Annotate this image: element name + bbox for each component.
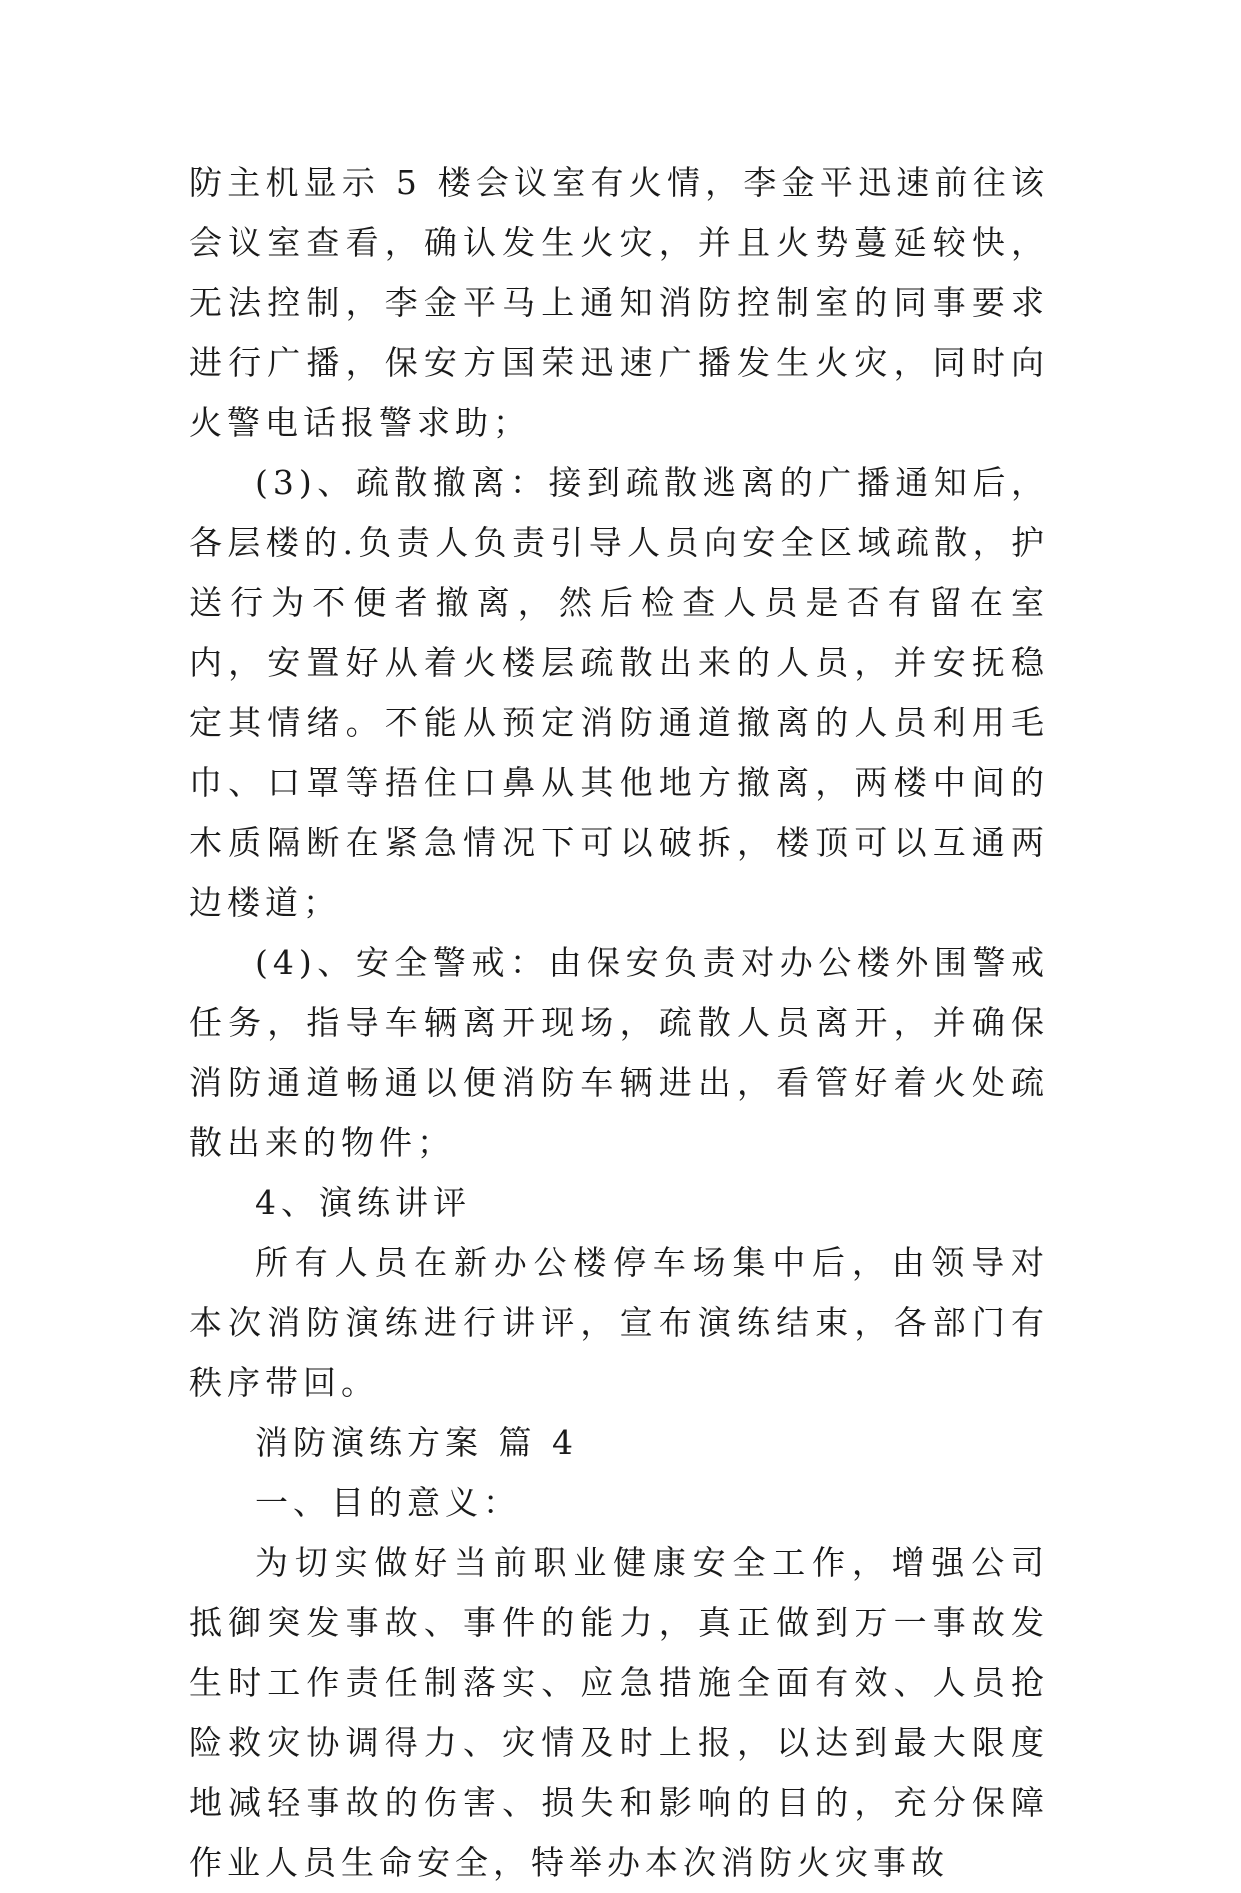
paragraph-evacuation: (3)、疏散撤离：接到疏散逃离的广播通知后，各层楼的.负责人负责引导人员向安全区域疏散，护送行为不便者撤离，然后检查人员是否有留在室内，安置好从着火楼层疏散出来的人员，并安抚稳定其情绪。不能从预定消防通道撤离的人员利用毛巾、口罩等捂住口鼻从其他地方撤离，两楼中间的木质隔断在紧急情况下可以破拆，楼顶可以互通两边楼道； xyxy=(189,463,1049,922)
document-body xyxy=(189,153,1049,1893)
section-heading-drill-review: 4、演练讲评 xyxy=(255,1183,471,1222)
section-heading-purpose: 一、目的意义： xyxy=(255,1483,521,1522)
paragraph-security-cordon: (4)、安全警戒：由保安负责对办公楼外围警戒任务，指导车辆离开现场，疏散人员离开，并确保消防通道畅通以便消防车辆进出，看管好着火处疏散出来的物件； xyxy=(189,943,1049,1162)
paragraph-purpose: 为切实做好当前职业健康安全工作，增强公司抵御突发事故、事件的能力，真正做到万一事故发生时工作责任制落实、应急措施全面有效、人员抢险救灾协调得力、灾情及时上报，以达到最大限度地减轻事故的伤害、损失和影响的目的，充分保障作业人员生命安全，特举办本次消防火灾事故 xyxy=(189,1543,1049,1882)
paragraph-fire-alarm-confirmation: 防主机显示 5 楼会议室有火情，李金平迅速前往该会议室查看，确认发生火灾，并且火势蔓延较快，无法控制，李金平马上通知消防控制室的同事要求进行广播，保安方国荣迅速广播发生火灾，同时向火警电话报警求助； xyxy=(189,163,1049,442)
plan-title-part-4: 消防演练方案 篇 4 xyxy=(255,1423,578,1462)
paragraph-drill-review: 所有人员在新办公楼停车场集中后，由领导对本次消防演练进行讲评，宣布演练结束，各部门有秩序带回。 xyxy=(189,1243,1049,1402)
